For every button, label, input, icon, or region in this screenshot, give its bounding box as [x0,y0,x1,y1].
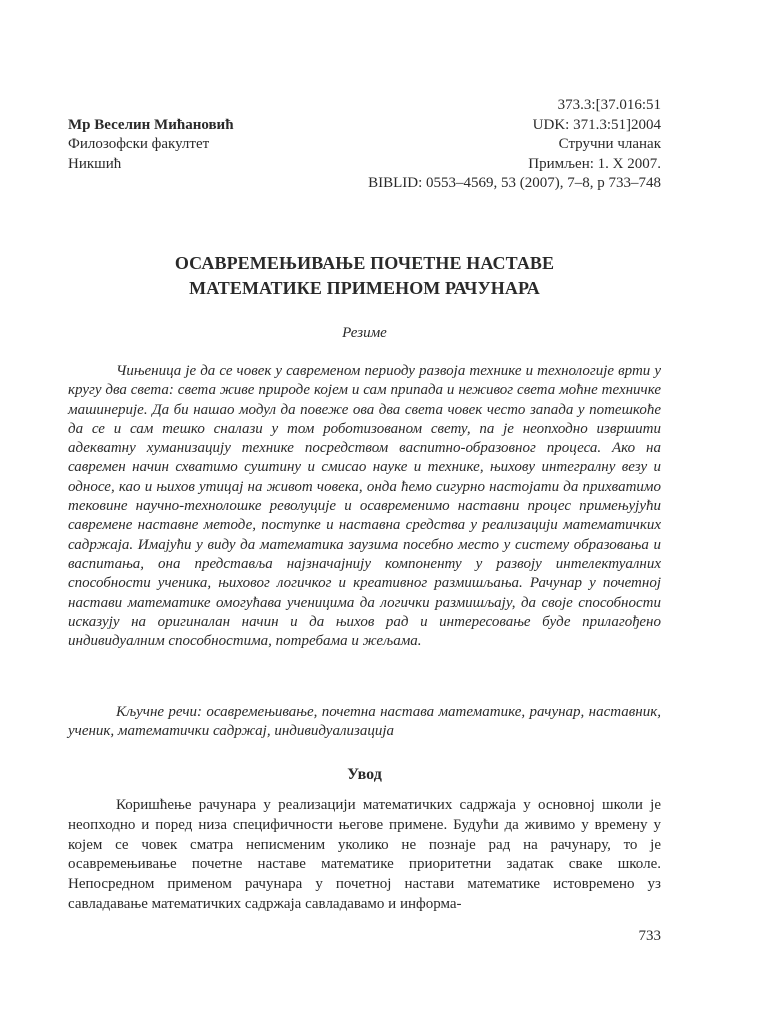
intro-paragraph: Коришћење рачунара у реализацији математичких садржаја у основној школи је неопходно и поред низа специфичности његове примене. Будући да живимо у времену у којем се човек сматра неписменим уколико не познаје рад на рачунару, то је осавремењивање почетне наставе математике приоритетни задатак сваке школе. Непосредном применом рачунара у почетној настави математике истовремено уз савладавање математичких садржаја савладавамо и информа- [68,797,661,912]
udc-classification-2: UDK: 371.3:51]2004 [532,116,661,133]
udc-classification-1: 373.3:[37.016:51 [557,97,661,113]
title-line-2: МАТЕМАТИКЕ ПРИМЕНОМ РАЧУНАРА [189,278,540,298]
title-line-1: ОСАВРЕМЕЊИВАЊЕ ПОЧЕТНЕ НАСТАВЕ [174,253,555,273]
article-type: Стручни чланак [558,136,661,152]
section-heading-intro: Увод [347,766,382,783]
author-affiliation: Филозофски факултет [68,136,210,152]
page-number: 733 [638,928,661,944]
keywords: Кључне речи: осавремењивање, почетна настава математике, рачунар, наставник, ученик, математички садржај, индивидуализација [68,704,661,740]
author-name: Мр Веселин Мићановић [68,116,234,133]
article-header [68,96,661,194]
author-city: Никшић [68,155,122,172]
abstract-text: Чињеница је да се човек у савременом периоду развоја технике и технологије врти у кругу два света: света живе природе којем и сам припада и неживог света моћне техничке машинерије. Да би нашао модул да повеже ова два света човек често запада у потешкоће да се и сам тешко сналази у том роботизованом свету, па је неопходно извршити адекватну хуманизацију технике посредством васпитно-образовног процеса. Ако на савремен начин схватимо суштину и смисао науке и технике, њихову интегралну везу и односе, као и њихов утицај на живот човека, онда ћемо сигурно настојати да прихватимо тековине научно-технолошке револуције и осавременимо наставни процес примењујући савремене наставне методе, поступке и наставна средства у реализацији математичких садржаја. Имајући у виду да математика заузима посебно место у систему образовања и васпитања, она представља најзначајнију компоненту у развоју интелектуалних способности ученика, њиховог логичког и креативног размишљања. Рачунар у почетној настави математике омогућава ученицима да логички размишљају, да своје способности исказују на оригиналан начин и да њихов рад и интересовање буде прилагођено индивидуалним способностима, потребама и жељама. [68,363,661,650]
article-title [68,251,661,301]
biblid: BIBLID: 0553–4569, 53 (2007), 7–8, p 733–748 [368,175,661,191]
abstract-heading: Резиме [342,325,387,341]
received-date: Примљен: 1. X 2007. [528,155,661,172]
